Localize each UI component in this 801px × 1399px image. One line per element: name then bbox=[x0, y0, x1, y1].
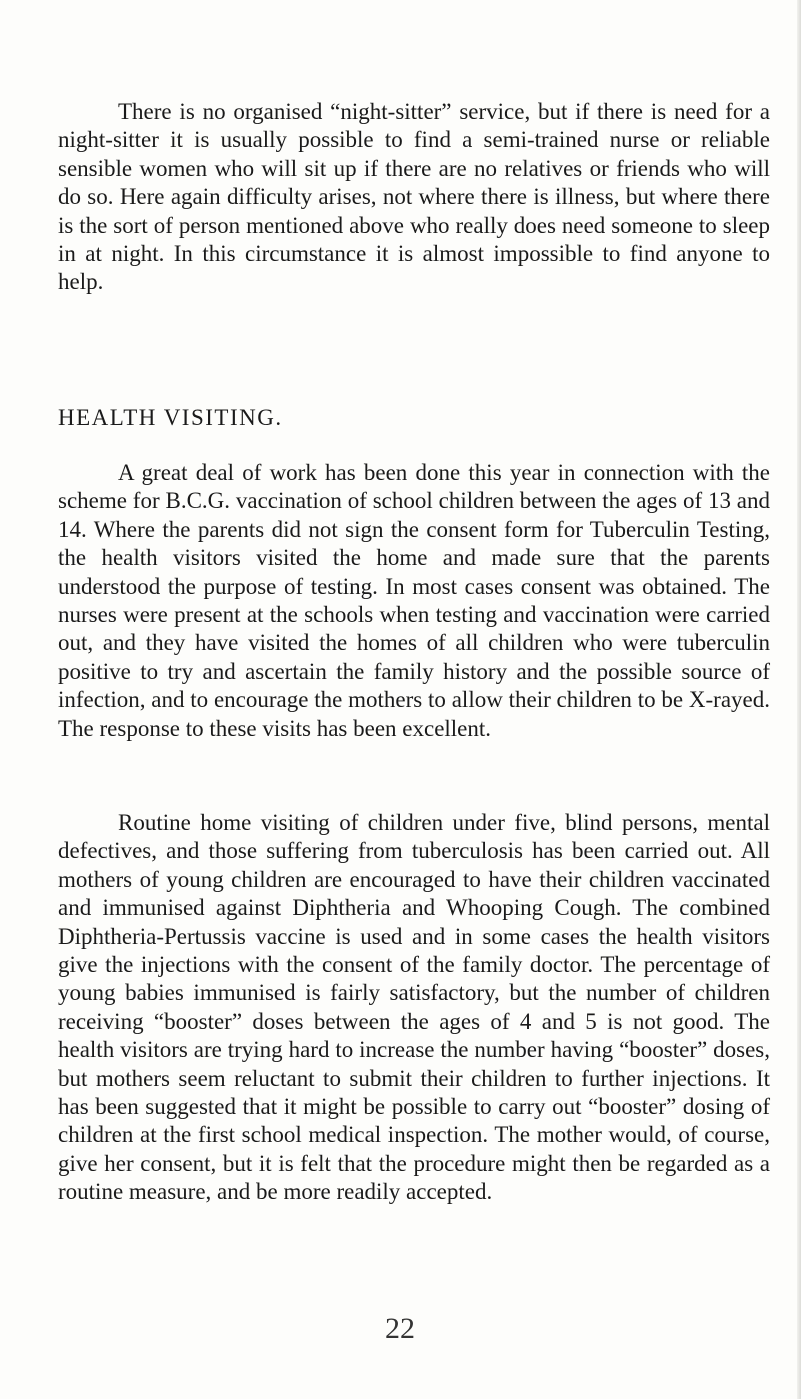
page-number: 22 bbox=[385, 1312, 415, 1345]
paragraph-night-sitter: There is no organised “night-sitter” service, but if there is need for a night-sitter it is usually possible to find a semi-trained nurse or reliable sensible women who will sit up if there are no relatives or friends who will do so. Here again difficulty arises, not where there is illness, but where there is the sort of person mentioned above who really does need someone to sleep in at night. In this circumstance it is almost impossible to find anyone to help. bbox=[58, 99, 770, 295]
paragraph-bcg-vaccination: A great deal of work has been done this year in connection with the scheme for B.C.G. vaccination of school children between the ages of 13 and 14. Where the parents did not sign the consent form for Tuberculin Testing, the health visitors visited the home and made sure that the parents understood the purpose of testing. In most cases consent was obtained. The nurses were present at the schools when testing and vaccination were carried out, and they have visited the homes of all children who were tuberculin positive to try and ascertain the family history and the possible source of infection, and to encourage the mothers to allow their children to be X-rayed. The response to these visits has been excellent. bbox=[58, 460, 770, 741]
paragraph-routine-visiting: Routine home visiting of children under five, blind persons, mental defectives, and those suffering from tuberculosis has been carried out. All mothers of young children are encouraged to have their children vaccinated and immunised against Diphtheria and Whooping Cough. The combined Diphtheria-Pertussis vaccine is used and in some cases the health visitors give the injections with the consent of the family doctor. The percentage of young babies immunised is fairly satisfactory, but the number of children receiving “booster” doses between the ages of 4 and 5 is not good. The health visitors are trying hard to increase the number having “booster” doses, but mothers seem reluctant to submit their children to further injections. It has been suggested that it might be possible to carry out “booster” dosing of children at the first school medical inspection. The mother would, of course, give her consent, but it is felt that the procedure might then be regarded as a routine measure, and be more readily accepted. bbox=[58, 810, 770, 1205]
section-heading: HEALTH VISITING. bbox=[58, 405, 283, 430]
page-edge-shadow bbox=[797, 0, 801, 1399]
